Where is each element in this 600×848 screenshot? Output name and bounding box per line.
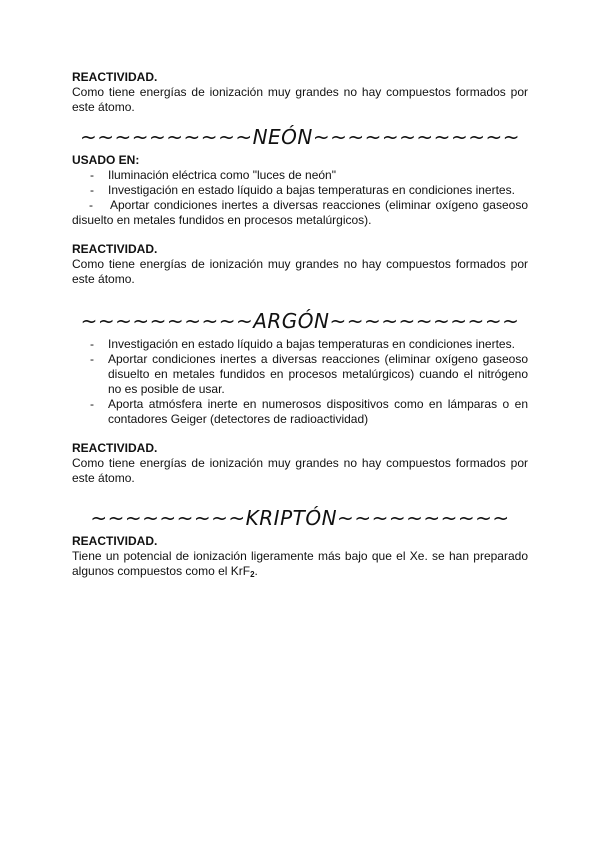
dash-bullet: -: [90, 337, 94, 351]
list-item-text: Aportar condiciones inertes a diversas reacciones (eliminar oxígeno gaseoso disuelto en metales fundidos en procesos metalúrgicos).: [72, 198, 528, 227]
dash-bullet: -: [90, 183, 94, 197]
paragraph: Como tiene energías de ionización muy grandes no hay compuestos formados por este átomo.: [72, 85, 528, 114]
list-item-text: Investigación en estado líquido a bajas temperaturas en condiciones inertes.: [108, 337, 515, 351]
list-item: [72, 352, 528, 397]
list-item: [72, 337, 528, 352]
list-item: [72, 183, 528, 198]
argon-banner: ~~~~~~~~~~ARGÓN~~~~~~~~~~~: [80, 309, 520, 333]
document-page: [72, 70, 528, 582]
formula-end: .: [254, 564, 258, 578]
paragraph: [72, 549, 528, 582]
section-heading: REACTIVIDAD.: [72, 242, 158, 256]
list-item-text: Investigación en estado líquido a bajas temperaturas en condiciones inertes.: [108, 183, 515, 197]
dash-bullet: -: [90, 168, 94, 182]
list-item-text: Iluminación eléctrica como "luces de neón": [108, 168, 336, 182]
dash-bullet: -: [90, 352, 94, 366]
list-item-text: Aportar condiciones inertes a diversas reacciones (eliminar oxígeno gaseoso disuelto en metales fundidos en procesos metalúrgicos) cuando el nitrógeno no es posible de usar.: [108, 352, 528, 396]
list-item-flowing: [72, 198, 528, 228]
paragraph: Como tiene energías de ionización muy grandes no hay compuestos formados por este átomo.: [72, 257, 528, 286]
neon-banner: ~~~~~~~~~~NEÓN~~~~~~~~~~~~: [80, 125, 520, 149]
paragraph: Como tiene energías de ionización muy grandes no hay compuestos formados por este átomo.: [72, 456, 528, 485]
list-item-text: Aporta atmósfera inerte en numerosos dispositivos como en lámparas o en contadores Geiger (detectores de radioactividad): [108, 397, 528, 426]
formula-subscript: 2: [250, 570, 255, 579]
section-heading: REACTIVIDAD.: [72, 70, 158, 84]
section-heading: REACTIVIDAD.: [72, 441, 158, 455]
dash-bullet: -: [89, 198, 93, 212]
list-item: [72, 397, 528, 427]
neon-uses-list: [72, 168, 528, 198]
list-item: [72, 168, 528, 183]
argon-uses-list: [72, 337, 528, 427]
paragraph-text: Tiene un potencial de ionización ligeramente más bajo que el Xe. se han preparado algunos compuestos como el KrF: [72, 549, 528, 578]
kripton-banner: ~~~~~~~~~KRIPTÓN~~~~~~~~~~: [90, 506, 510, 530]
dash-bullet: -: [90, 397, 94, 411]
section-heading: REACTIVIDAD.: [72, 534, 158, 548]
used-in-heading: USADO EN:: [72, 153, 140, 167]
